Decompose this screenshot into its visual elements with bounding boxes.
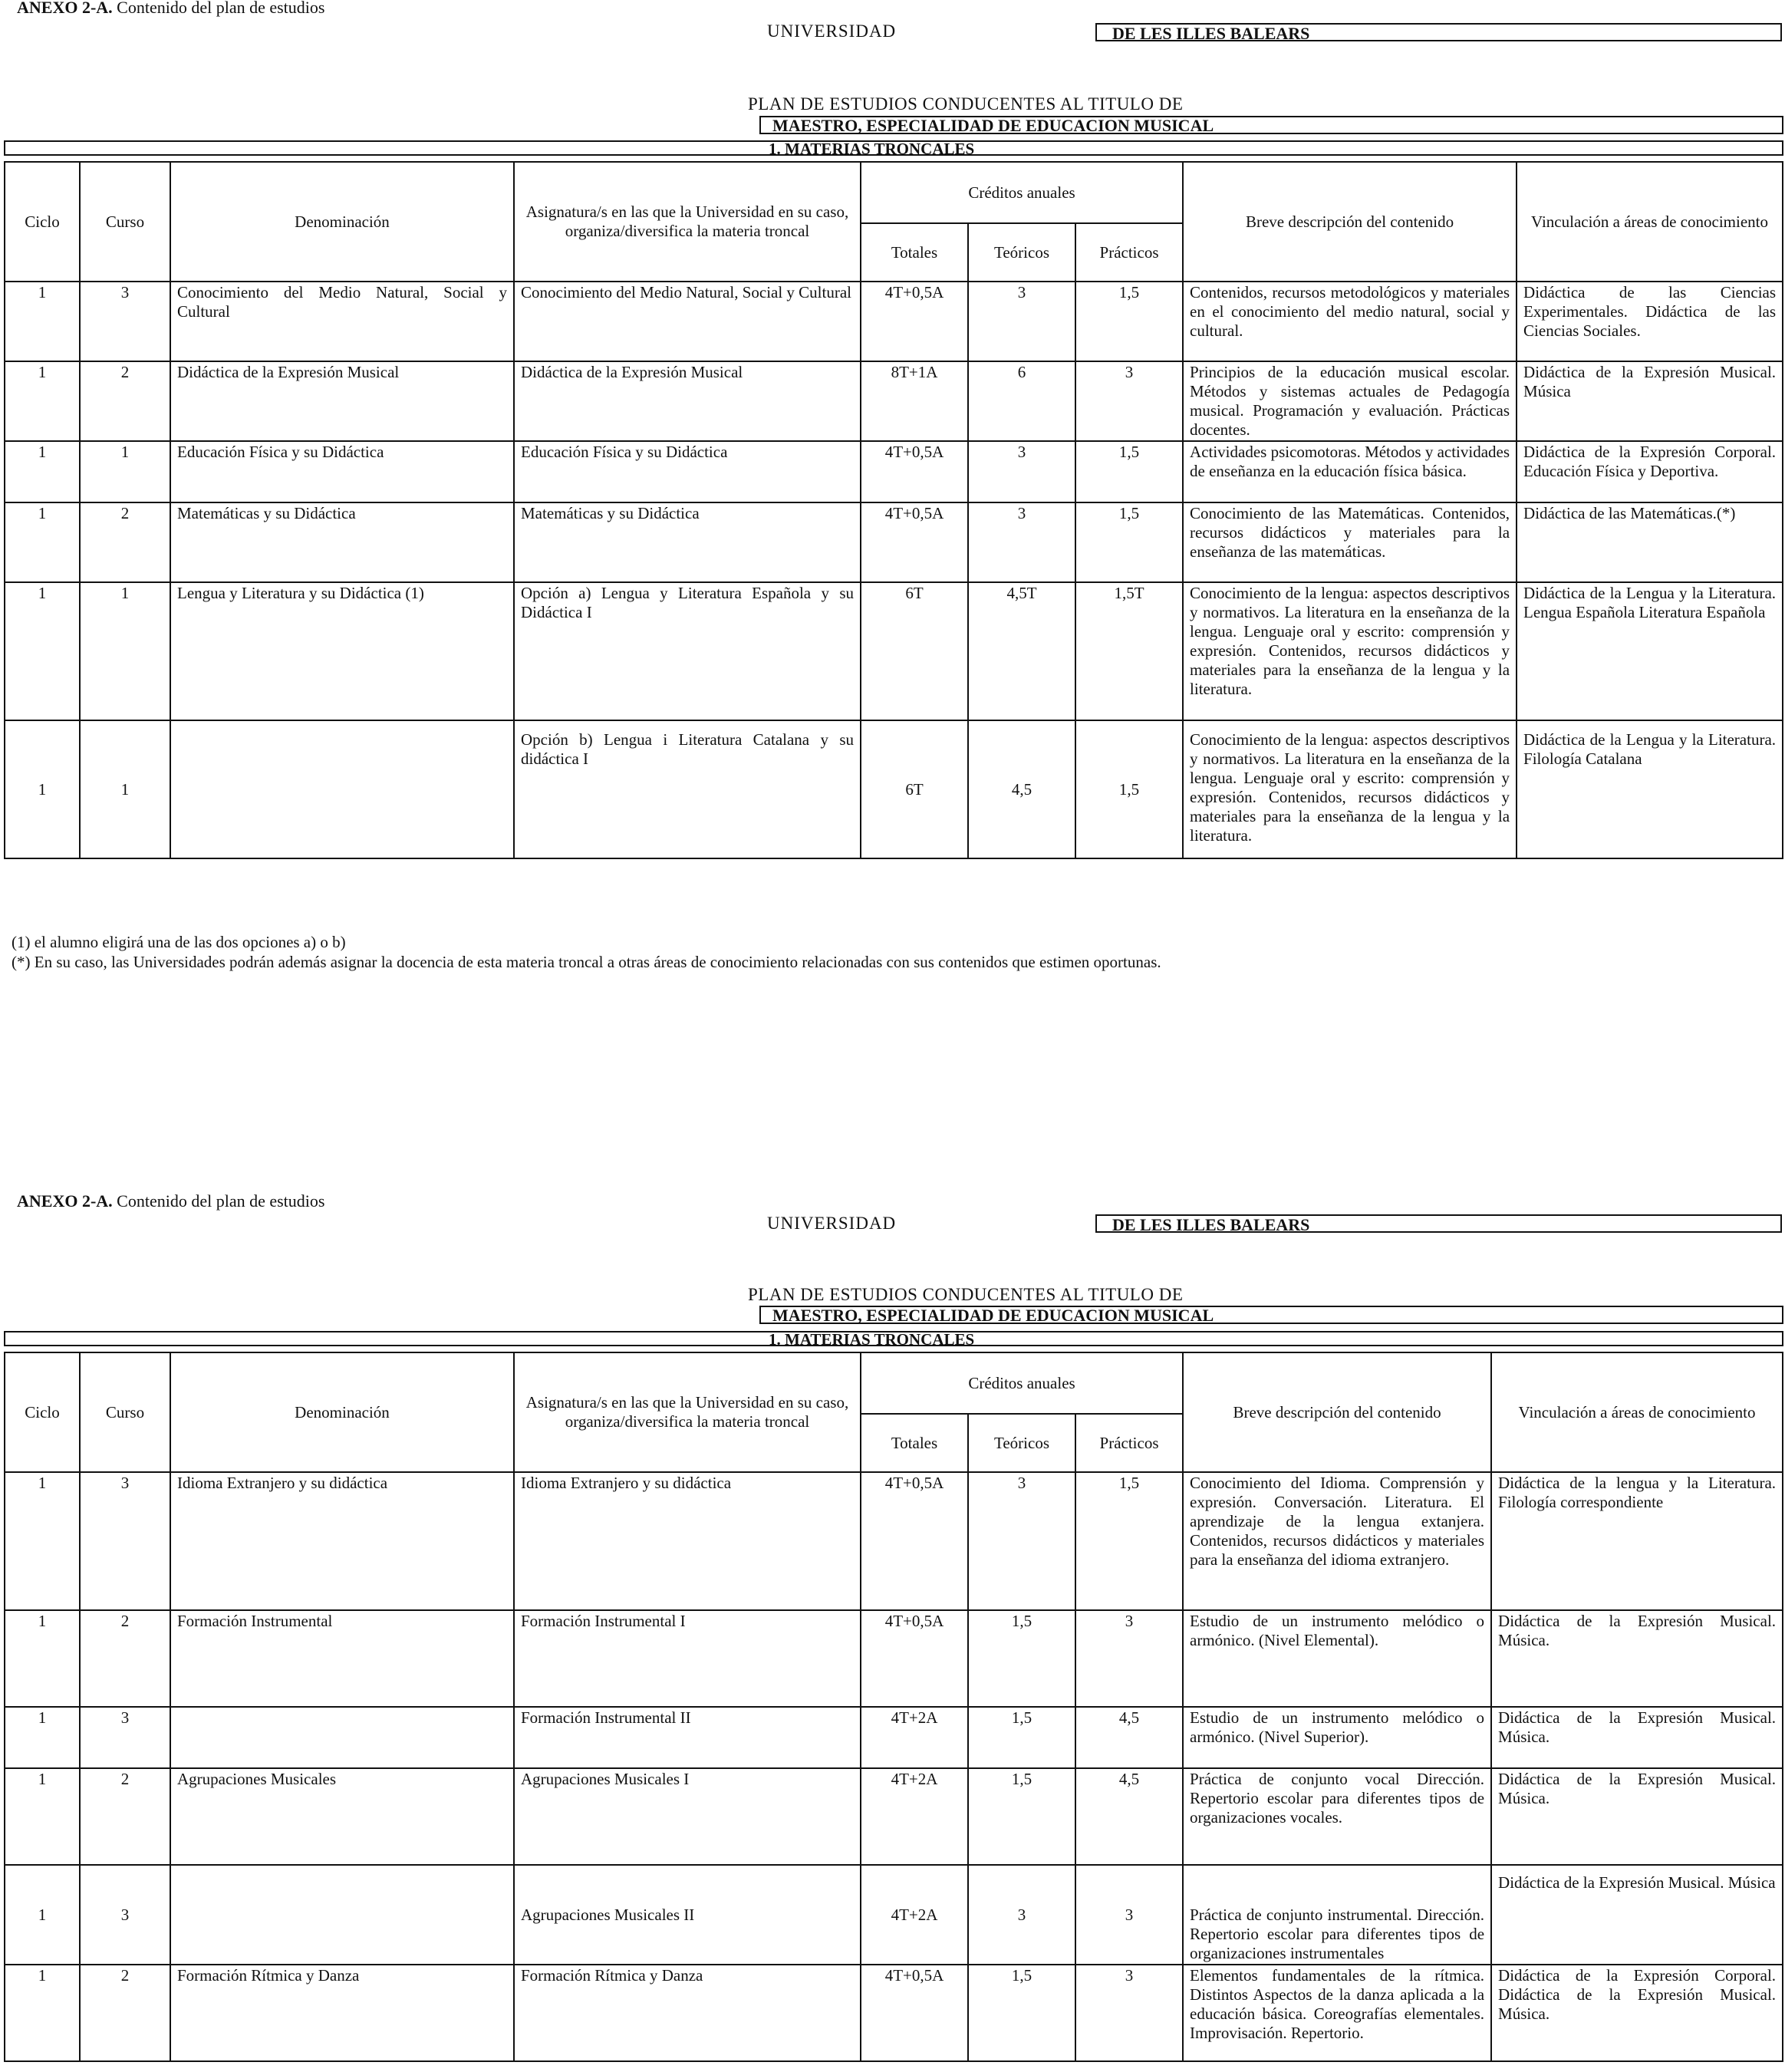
annex-label: ANEXO 2-A.	[17, 0, 113, 17]
footnote-2: (*) En su caso, las Universidades podrán además asignar la docencia de esta materia troncal a otras áreas de conocimiento relacionadas con sus contenidos que estimen oportunas.	[12, 953, 1161, 971]
header-descripcion: Breve descripción del contenido	[1183, 162, 1517, 282]
annex-text: Contenido del plan de estudios	[112, 1191, 325, 1211]
cell-ciclo: 1	[5, 441, 80, 502]
subjects-table-1	[4, 161, 1783, 859]
cell-curso: 1	[80, 582, 170, 720]
cell-curso: 3	[80, 1472, 170, 1610]
cell-descripcion: Actividades psicomotoras. Métodos y actividades de enseñanza en la educación física básica.	[1183, 441, 1517, 502]
header-creditos: Créditos anuales	[861, 1352, 1183, 1414]
cell-vinculacion: Didáctica de las Ciencias Experimentales. Didáctica de las Ciencias Sociales.	[1517, 282, 1783, 361]
cell-denominacion: Lengua y Literatura y su Didáctica (1)	[170, 582, 514, 720]
cell-totales: 4T+0,5A	[861, 1610, 968, 1707]
cell-vinculacion: Didáctica de la Expresión Musical. Música	[1491, 1865, 1783, 1965]
header-denominacion: Denominación	[170, 162, 514, 282]
university-label: UNIVERSIDAD	[767, 1214, 897, 1233]
table-row	[5, 1707, 1783, 1768]
header-creditos: Créditos anuales	[861, 162, 1183, 223]
cell-teoricos: 6	[968, 361, 1075, 441]
cell-descripcion: Principios de la educación musical escolar. Métodos y sistemas actuales de Pedagogía musical. Programación y evaluación. Prácticas docentes.	[1183, 361, 1517, 441]
header-denominacion: Denominación	[170, 1352, 514, 1472]
header-teoricos: Teóricos	[968, 1414, 1075, 1472]
cell-teoricos: 4,5T	[968, 582, 1075, 720]
cell-descripcion: Práctica de conjunto vocal Dirección. Repertorio escolar para diferentes tipos de organizaciones vocales.	[1183, 1768, 1491, 1865]
cell-teoricos: 3	[968, 1472, 1075, 1610]
cell-vinculacion: Didáctica de la Expresión Corporal. Didáctica de la Expresión Musical. Música.	[1491, 1965, 1783, 2061]
table-row	[5, 1610, 1783, 1707]
cell-descripcion: Conocimiento de la lengua: aspectos descriptivos y normativos. La literatura en la enseñanza de la lengua. Lenguaje oral y escrito: comprensión y expresión. Contenidos, recursos didácticos y materiales para la enseñanza de la lengua y la literatura.	[1183, 720, 1517, 858]
cell-descripcion: Conocimiento de la lengua: aspectos descriptivos y normativos. La literatura en la enseñanza de la lengua. Lenguaje oral y escrito: comprensión y expresión. Contenidos, recursos didácticos y materiales para la enseñanza de la lengua y la literatura.	[1183, 582, 1517, 720]
plan-title: PLAN DE ESTUDIOS CONDUCENTES AL TITULO DE	[748, 94, 1184, 114]
cell-ciclo: 1	[5, 1707, 80, 1768]
degree-title: MAESTRO, ESPECIALIDAD DE EDUCACION MUSICAL	[759, 1306, 1783, 1324]
cell-vinculacion: Didáctica de la Expresión Musical. Música	[1517, 361, 1783, 441]
cell-ciclo: 1	[5, 1610, 80, 1707]
table-row	[5, 582, 1783, 720]
cell-ciclo: 1	[5, 1768, 80, 1865]
cell-vinculacion: Didáctica de la Lengua y la Literatura. Lengua Española Literatura Española	[1517, 582, 1783, 720]
header-curso: Curso	[80, 162, 170, 282]
cell-vinculacion: Didáctica de la Expresión Musical. Música.	[1491, 1610, 1783, 1707]
cell-vinculacion: Didáctica de las Matemáticas.(*)	[1517, 502, 1783, 582]
table-row	[5, 1768, 1783, 1865]
cell-asignatura: Formación Instrumental I	[514, 1610, 861, 1707]
cell-asignatura: Formación Instrumental II	[514, 1707, 861, 1768]
cell-curso: 1	[80, 720, 170, 858]
section-header	[4, 140, 1783, 156]
header-teoricos: Teóricos	[968, 223, 1075, 282]
annex-heading	[17, 0, 324, 18]
cell-teoricos: 1,5	[968, 1965, 1075, 2061]
table-row	[5, 1472, 1783, 1610]
cell-descripcion: Estudio de un instrumento melódico o armónico. (Nivel Elemental).	[1183, 1610, 1491, 1707]
cell-vinculacion: Didáctica de la Expresión Musical. Música.	[1491, 1707, 1783, 1768]
cell-asignatura: Agrupaciones Musicales II	[514, 1865, 861, 1965]
cell-asignatura: Opción b) Lengua i Literatura Catalana y su didáctica I	[514, 720, 861, 858]
cell-vinculacion: Didáctica de la lengua y la Literatura. Filología correspondiente	[1491, 1472, 1783, 1610]
cell-ciclo: 1	[5, 720, 80, 858]
cell-ciclo: 1	[5, 1965, 80, 2061]
cell-descripcion: Contenidos, recursos metodológicos y materiales en el conocimiento del medio natural, social y cultural.	[1183, 282, 1517, 361]
cell-practicos: 3	[1075, 1965, 1183, 2061]
cell-practicos: 1,5	[1075, 502, 1183, 582]
cell-descripcion: Conocimiento del Idioma. Comprensión y expresión. Conversación. Literatura. El aprendizaje de la lengua extanjera. Contenidos, recursos didácticos y materiales para la enseñanza del idioma extranjero.	[1183, 1472, 1491, 1610]
header-totales: Totales	[861, 1414, 968, 1472]
cell-practicos: 3	[1075, 1865, 1183, 1965]
university-name: DE LES ILLES BALEARS	[1095, 1214, 1782, 1233]
cell-practicos: 4,5	[1075, 1768, 1183, 1865]
cell-practicos: 1,5	[1075, 441, 1183, 502]
cell-vinculacion: Didáctica de la Lengua y la Literatura. Filología Catalana	[1517, 720, 1783, 858]
cell-totales: 8T+1A	[861, 361, 968, 441]
cell-teoricos: 3	[968, 1865, 1075, 1965]
cell-teoricos: 3	[968, 502, 1075, 582]
section-header	[4, 1330, 1783, 1349]
table-row	[5, 1965, 1783, 2061]
header-curso: Curso	[80, 1352, 170, 1472]
table-row	[5, 441, 1783, 502]
cell-curso: 2	[80, 361, 170, 441]
cell-totales: 4T+2A	[861, 1707, 968, 1768]
cell-curso: 3	[80, 1707, 170, 1768]
cell-asignatura: Formación Rítmica y Danza	[514, 1965, 861, 2061]
table-row	[5, 282, 1783, 361]
cell-denominacion: Conocimiento del Medio Natural, Social y Cultural	[170, 282, 514, 361]
cell-ciclo: 1	[5, 1472, 80, 1610]
university-name: DE LES ILLES BALEARS	[1095, 23, 1782, 41]
cell-denominacion	[170, 1865, 514, 1965]
cell-asignatura: Educación Física y su Didáctica	[514, 441, 861, 502]
cell-practicos: 3	[1075, 361, 1183, 441]
degree-title: MAESTRO, ESPECIALIDAD DE EDUCACION MUSICAL	[759, 116, 1783, 134]
cell-asignatura: Idioma Extranjero y su didáctica	[514, 1472, 861, 1610]
cell-practicos: 3	[1075, 1610, 1183, 1707]
cell-totales: 4T+0,5A	[861, 1472, 968, 1610]
cell-teoricos: 3	[968, 282, 1075, 361]
cell-practicos: 1,5	[1075, 282, 1183, 361]
header-practicos: Prácticos	[1075, 1414, 1183, 1472]
cell-curso: 2	[80, 1768, 170, 1865]
cell-practicos: 1,5T	[1075, 582, 1183, 720]
table-row	[5, 1865, 1783, 1965]
subjects-table-2	[4, 1352, 1783, 2062]
cell-practicos: 4,5	[1075, 1707, 1183, 1768]
cell-totales: 4T+0,5A	[861, 282, 968, 361]
cell-ciclo: 1	[5, 282, 80, 361]
cell-totales: 4T+0,5A	[861, 502, 968, 582]
annex-label: ANEXO 2-A.	[17, 1191, 113, 1211]
cell-curso: 3	[80, 1865, 170, 1965]
cell-totales: 4T+2A	[861, 1865, 968, 1965]
header-totales: Totales	[861, 223, 968, 282]
cell-asignatura: Didáctica de la Expresión Musical	[514, 361, 861, 441]
cell-denominacion: Formación Instrumental	[170, 1610, 514, 1707]
cell-asignatura: Conocimiento del Medio Natural, Social y Cultural	[514, 282, 861, 361]
cell-denominacion: Matemáticas y su Didáctica	[170, 502, 514, 582]
cell-curso: 3	[80, 282, 170, 361]
cell-descripcion: Estudio de un instrumento melódico o armónico. (Nivel Superior).	[1183, 1707, 1491, 1768]
table-row	[5, 361, 1783, 441]
header-asignatura: Asignatura/s en las que la Universidad en su caso, organiza/diversifica la materia troncal	[514, 162, 861, 282]
table-row	[5, 502, 1783, 582]
cell-curso: 2	[80, 1610, 170, 1707]
table-row	[5, 720, 1783, 858]
cell-teoricos: 4,5	[968, 720, 1075, 858]
annex-heading	[17, 1191, 324, 1211]
cell-ciclo: 1	[5, 361, 80, 441]
cell-denominacion: Formación Rítmica y Danza	[170, 1965, 514, 2061]
header-vinculacion: Vinculación a áreas de conocimiento	[1491, 1352, 1783, 1472]
cell-teoricos: 1,5	[968, 1610, 1075, 1707]
cell-asignatura: Opción a) Lengua y Literatura Española y su Didáctica I	[514, 582, 861, 720]
footnote-1: (1) el alumno eligirá una de las dos opciones a) o b)	[12, 933, 346, 951]
plan-title: PLAN DE ESTUDIOS CONDUCENTES AL TITULO DE	[748, 1285, 1184, 1304]
cell-asignatura: Matemáticas y su Didáctica	[514, 502, 861, 582]
footnotes	[12, 932, 1161, 972]
header-asignatura: Asignatura/s en las que la Universidad en su caso, organiza/diversifica la materia troncal	[514, 1352, 861, 1472]
cell-descripcion: Elementos fundamentales de la rítmica. Distintos Aspectos de la danza aplicada a la educación básica. Coreografías elementales. Improvisación. Repertorio.	[1183, 1965, 1491, 2061]
cell-curso: 1	[80, 441, 170, 502]
cell-vinculacion: Didáctica de la Expresión Musical. Música.	[1491, 1768, 1783, 1865]
cell-descripcion: Práctica de conjunto instrumental. Dirección. Repertorio escolar para diferentes tipos de organizaciones instrumentales	[1183, 1865, 1491, 1965]
section-title: 1. MATERIAS TRONCALES	[769, 1330, 975, 1349]
annex-text: Contenido del plan de estudios	[112, 0, 325, 17]
cell-teoricos: 1,5	[968, 1768, 1075, 1865]
cell-practicos: 1,5	[1075, 1472, 1183, 1610]
header-descripcion: Breve descripción del contenido	[1183, 1352, 1491, 1472]
cell-curso: 2	[80, 1965, 170, 2061]
cell-totales: 6T	[861, 720, 968, 858]
header-vinculacion: Vinculación a áreas de conocimiento	[1517, 162, 1783, 282]
header-ciclo: Ciclo	[5, 162, 80, 282]
cell-denominacion	[170, 720, 514, 858]
cell-denominacion: Agrupaciones Musicales	[170, 1768, 514, 1865]
header-practicos: Prácticos	[1075, 223, 1183, 282]
cell-denominacion: Idioma Extranjero y su didáctica	[170, 1472, 514, 1610]
cell-totales: 4T+0,5A	[861, 441, 968, 502]
cell-totales: 6T	[861, 582, 968, 720]
cell-teoricos: 3	[968, 441, 1075, 502]
cell-totales: 4T+0,5A	[861, 1965, 968, 2061]
cell-totales: 4T+2A	[861, 1768, 968, 1865]
cell-vinculacion: Didáctica de la Expresión Corporal. Educación Física y Deportiva.	[1517, 441, 1783, 502]
cell-asignatura: Agrupaciones Musicales I	[514, 1768, 861, 1865]
cell-ciclo: 1	[5, 582, 80, 720]
section-title: 1. MATERIAS TRONCALES	[769, 140, 975, 158]
header-ciclo: Ciclo	[5, 1352, 80, 1472]
cell-teoricos: 1,5	[968, 1707, 1075, 1768]
university-label: UNIVERSIDAD	[767, 21, 897, 41]
cell-ciclo: 1	[5, 1865, 80, 1965]
cell-curso: 2	[80, 502, 170, 582]
cell-practicos: 1,5	[1075, 720, 1183, 858]
cell-denominacion: Educación Física y su Didáctica	[170, 441, 514, 502]
cell-ciclo: 1	[5, 502, 80, 582]
cell-denominacion	[170, 1707, 514, 1768]
cell-descripcion: Conocimiento de las Matemáticas. Contenidos, recursos didácticos y materiales para la enseñanza de las matemáticas.	[1183, 502, 1517, 582]
cell-denominacion: Didáctica de la Expresión Musical	[170, 361, 514, 441]
